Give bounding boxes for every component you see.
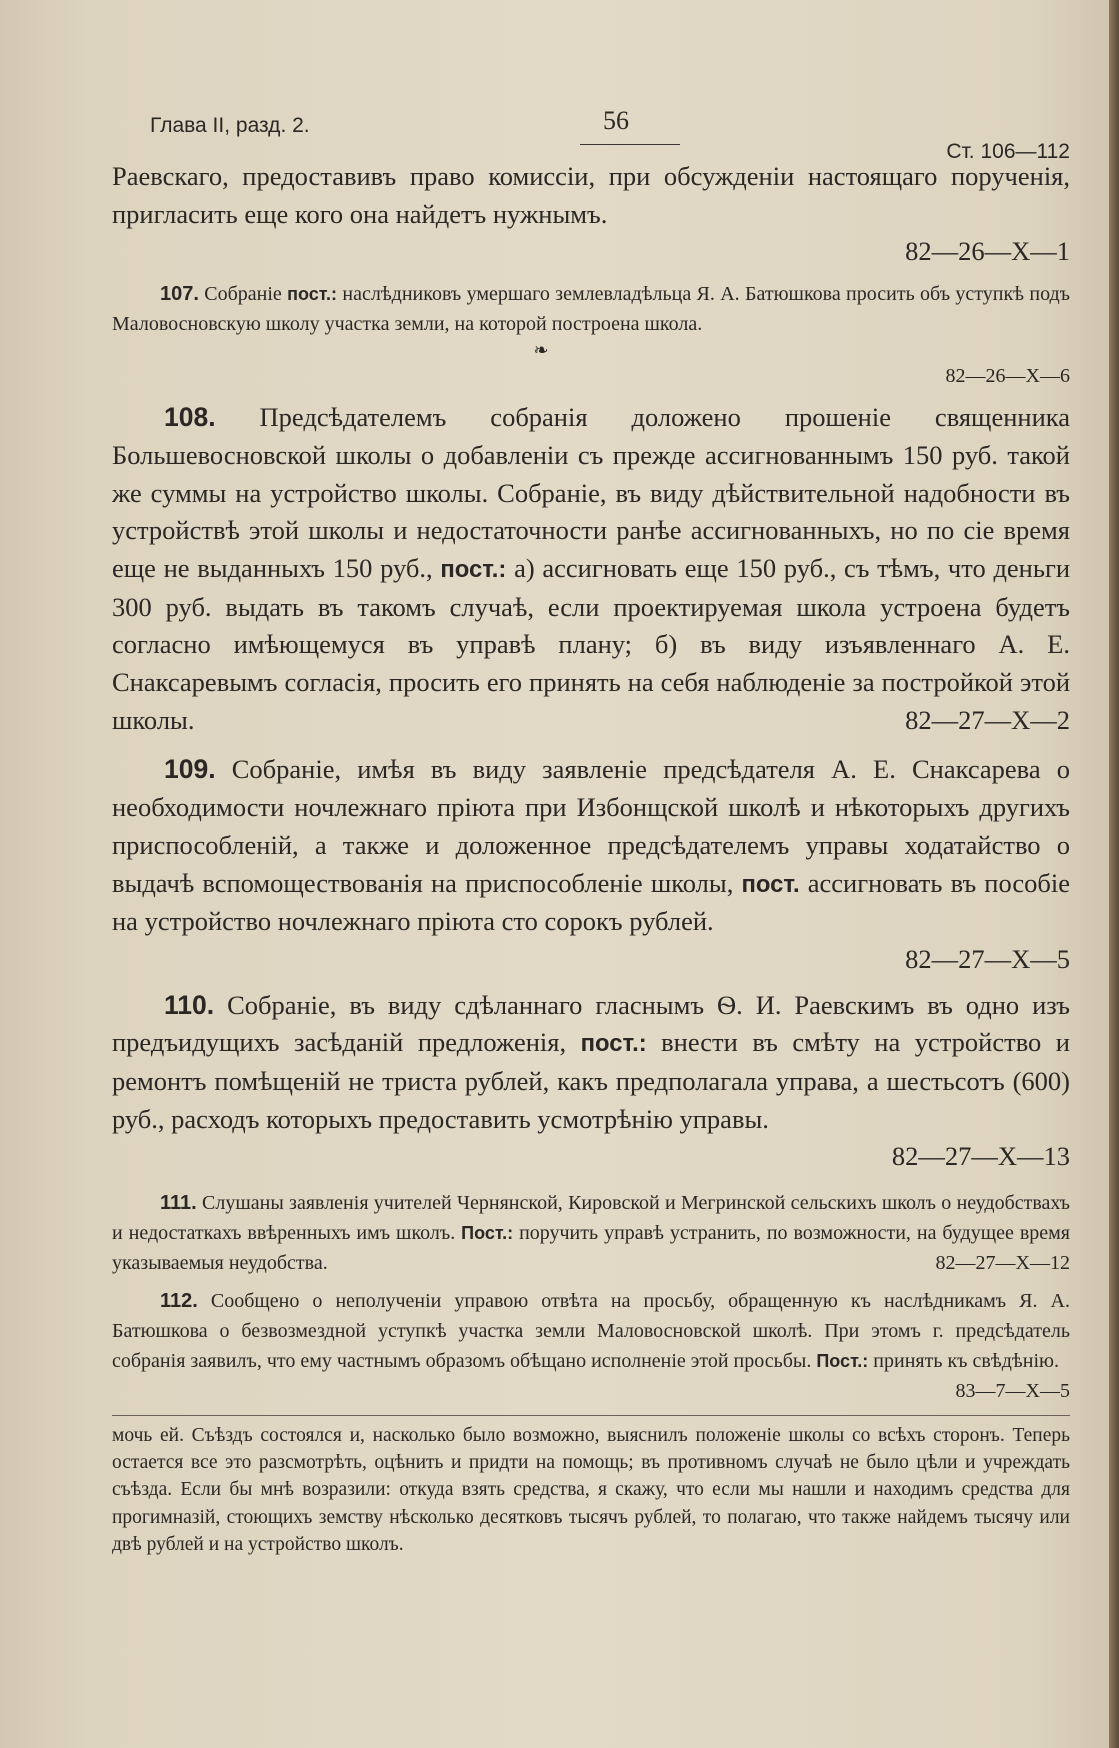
reference-code: 82—27—X—12	[935, 1252, 1070, 1275]
page-number-rule	[580, 144, 680, 145]
reference-code: 82—27—X—2	[905, 704, 1070, 735]
article-range: Ст. 106—112	[946, 140, 1070, 163]
reference-line	[112, 361, 1070, 391]
page-edge-shadow	[1109, 0, 1119, 1748]
paragraph-number: 108.	[164, 402, 216, 433]
paragraph-number: 109.	[164, 754, 216, 785]
paragraph-number: 110.	[164, 989, 215, 1020]
footnote-text: мочь ей. Съѣздъ состоялся и, насколько было возможно, выяснилъ положеніе школы со всѣхъ сторонъ. Теперь остается все это разсмотрѣть, оцѣнить и придти на помощь; въ противномъ случаѣ не было цѣли и учреждать съѣзда. Если бы мнѣ возразили: откуда взять средства, я скажу, что если мы нашли и находимъ средства для прогимназій, стоющихъ земству нѣсколько десятковъ тысячъ рублей, то полагаю, что также найдемъ тысячу или двѣ рублей и на устройство школъ.	[112, 1425, 1070, 1555]
ornament-mark: ❧	[533, 340, 549, 361]
paragraph-107	[112, 279, 1070, 339]
resolution-label: пост.	[741, 870, 800, 898]
resolution-text: наслѣдниковъ умершаго землевладѣльца Я. А. Батюшкова просить объ уступкѣ подъ Маловосновскую школу участка земли, на которой построена школа.	[112, 283, 1071, 336]
paragraph-109	[112, 751, 1070, 978]
reference-code: 82—26—X—1	[905, 236, 1070, 267]
resolution-text: поручить управѣ устранить, по возможности, на будущее время указываемыя неудобства.	[112, 1222, 1071, 1275]
paragraph-number: 107.	[160, 283, 199, 306]
paragraph-text: Сообщено о неполученіи управою отвѣта на просьбу, обращенную къ наслѣдникамъ Я. А. Батюшкова о безвозмездной уступкѣ участка земли Маловосновской школѣ. При этомъ г. предсѣдатель собранія заявилъ, что ему частнымъ образомъ обѣщано исполненіе этой просьбы.	[112, 1290, 1071, 1373]
paragraph-110	[112, 987, 1070, 1177]
reference-code: 83—7—X—5	[955, 1380, 1070, 1403]
page-number: 56	[603, 106, 629, 135]
resolution-text: внести въ смѣту на устройство и ремонтъ помѣщеній не триста рублей, какъ предполагала управа, а шестьсотъ (600) руб., расходъ которыхъ предоставить усмотрѣнію управы.	[112, 1027, 1070, 1134]
paragraph-text: Предсѣдателемъ собранія доложено прошеніе священника Большевосновской школы о добавленіи съ прежде ассигнованнымъ 150 руб. такой же суммы на устройство школы. Собраніе, въ виду дѣйствительной надобности въ устройствѣ этой школы и недостаточности ранѣе ассигнованныхъ, но по сіе время еще не выданныхъ 150 руб.,	[112, 402, 1070, 583]
resolution-text: принять къ свѣдѣнію.	[873, 1350, 1059, 1373]
paragraph-112	[112, 1286, 1070, 1406]
paragraph-text: Собраніе, имѣя въ виду заявленіе предсѣдателя А. Е. Снаксарева о необходимости ночлежнаго пріюта при Избонщской школѣ и нѣкоторыхъ другихъ приспособленій, а также и доложенное предсѣдателемъ управы ходатайство о выдачѣ вспомоществованія на приспособленіе школы,	[112, 754, 1071, 898]
paragraph-text: Слушаны заявленія учителей Чернянской, Кировской и Мегринской сельскихъ школъ о неудобствахъ и недостаткахъ ввѣренныхъ имъ школъ.	[112, 1192, 1071, 1245]
main-text	[112, 158, 1070, 1406]
paragraph-text: Собраніе	[204, 283, 282, 306]
paragraph-number: 112.	[160, 1290, 198, 1313]
chapter-heading: Глава II, разд. 2.	[150, 114, 310, 137]
resolution-label: пост.:	[440, 555, 507, 583]
paragraph-text: Раевскаго, предоставивъ право комиссіи, при обсужденіи настоящаго порученія, пригласить еще кого она найдетъ нужнымъ.	[112, 161, 1070, 229]
reference-code: 82—27—X—5	[905, 943, 1070, 974]
resolution-label: пост.:	[287, 284, 338, 305]
paragraph-111	[112, 1188, 1070, 1278]
paragraph-text: Собраніе, въ виду сдѣланнаго гласнымъ Ѳ. И. Раевскимъ въ одно изъ предъидущихъ засѣданій предложенія,	[112, 989, 1070, 1058]
resolution-label: пост.:	[580, 1030, 647, 1058]
resolution-label: Пост.:	[816, 1351, 869, 1372]
running-header	[150, 106, 1070, 163]
resolution-label: Пост.:	[461, 1223, 514, 1244]
reference-code: 82—26—X—6	[945, 365, 1070, 388]
resolution-text: ассигновать въ пособіе на устройство ночлежнаго пріюта сто сорокъ рублей.	[112, 867, 1071, 937]
reference-code: 82—27—X—13	[891, 1141, 1070, 1172]
footnote-divider	[112, 1415, 1070, 1416]
resolution-text: а) ассигновать еще 150 руб., съ тѣмъ, что деньги 300 руб. выдать въ такомъ случаѣ, если проектируемая школа устроена будетъ согласно имѣющемуся въ управѣ плану; б) въ виду изъявленнаго А. Е. Снаксаревымъ согласія, просить его принять на себя наблюденіе за постройкой этой школы.	[112, 552, 1071, 735]
paragraph-number: 111.	[160, 1192, 197, 1215]
paragraph-108	[112, 399, 1070, 739]
paragraph-continuation	[112, 158, 1070, 271]
